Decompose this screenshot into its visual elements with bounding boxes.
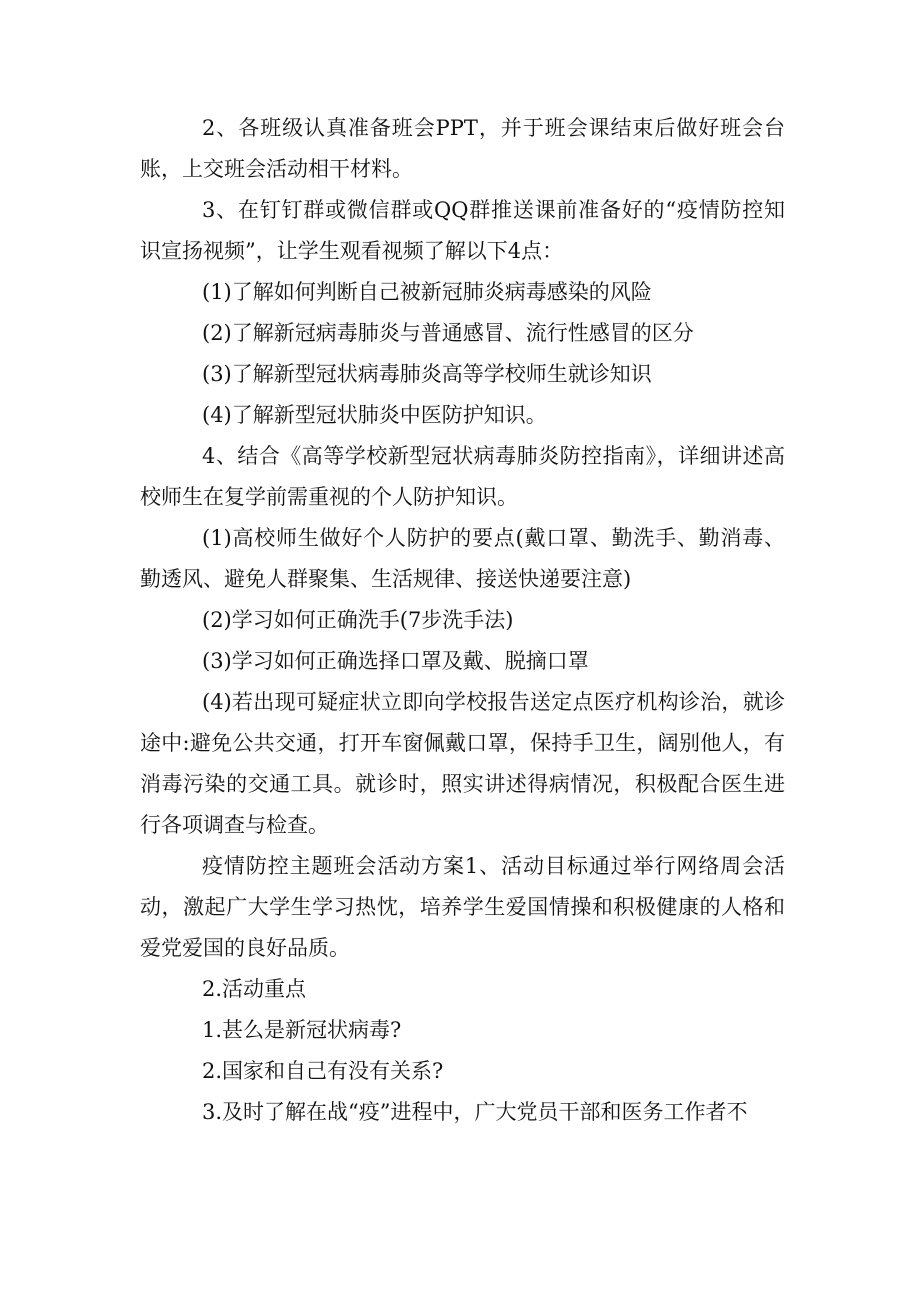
paragraph-subitem-3-3: (3)了解新型冠状病毒肺炎高等学校师生就诊知识 bbox=[202, 362, 652, 386]
paragraph-focus-1: 1.甚么是新冠状病毒? bbox=[202, 1018, 402, 1042]
paragraph-subitem-4-1: (1)高校师生做好个人防护的要点(戴口罩、勤洗手、勤消毒、勤透风、避免人群聚集、生活规律、接送快递要注意) bbox=[140, 526, 785, 591]
paragraph-item-2: 2、各班级认真准备班会PPT，并于班会课结束后做好班会台账，上交班会活动相干材料。 bbox=[140, 116, 785, 181]
paragraph-focus-2: 2.国家和自己有没有关系? bbox=[202, 1059, 444, 1083]
paragraph-plan-intro: 疫情防控主题班会活动方案1、活动目标通过举行网络周会活动，激起广大学生学习热忱，培养学生爱国情操和积极健康的人格和爱党爱国的良好品质。 bbox=[140, 854, 785, 960]
paragraph-item-4: 4、结合《高等学校新型冠状病毒肺炎防控指南》，详细讲述高校师生在复学前需重视的个人防护知识。 bbox=[140, 444, 785, 509]
paragraph-subitem-4-2: (2)学习如何正确洗手(7步洗手法) bbox=[202, 608, 514, 632]
paragraph-item-3: 3、在钉钉群或微信群或QQ群推送课前准备好的“疫情防控知识宣扬视频”，让学生观看视频了解以下4点： bbox=[140, 198, 785, 263]
paragraph-subitem-3-4: (4)了解新型冠状肺炎中医防护知识。 bbox=[202, 403, 547, 427]
document-body bbox=[140, 108, 785, 1133]
paragraph-focus-3: 3.及时了解在战“疫”进程中，广大党员干部和医务工作者不 bbox=[202, 1100, 748, 1124]
paragraph-focus-heading: 2.活动重点 bbox=[202, 977, 307, 1001]
paragraph-subitem-4-3: (3)学习如何正确选择口罩及戴、脱摘口罩 bbox=[202, 649, 589, 673]
paragraph-subitem-4-4: (4)若出现可疑症状立即向学校报告送定点医疗机构诊治，就诊途中:避免公共交通，打开车窗佩戴口罩，保持手卫生，阔别他人，有消毒污染的交通工具。就诊时，照实讲述得病情况，积极配合医生进行各项调查与检查。 bbox=[140, 690, 785, 837]
paragraph-subitem-3-1: (1)了解如何判断自己被新冠肺炎病毒感染的风险 bbox=[202, 280, 652, 304]
paragraph-subitem-3-2: (2)了解新冠病毒肺炎与普通感冒、流行性感冒的区分 bbox=[202, 321, 694, 345]
